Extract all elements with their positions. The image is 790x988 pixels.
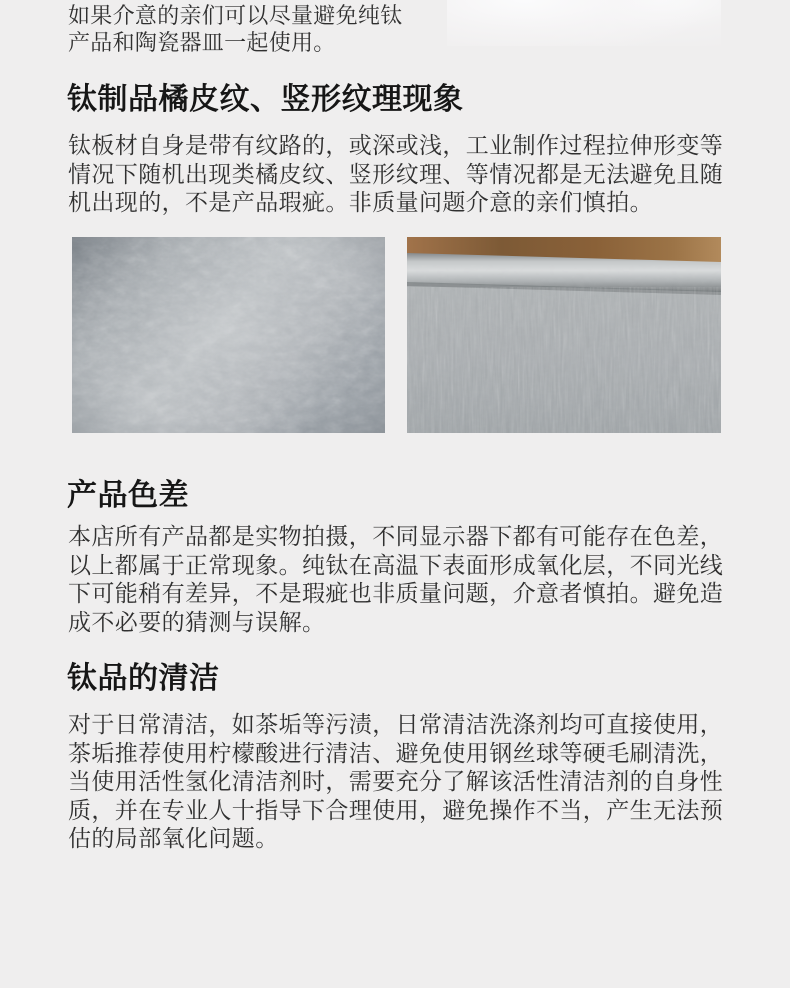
cleaning-description [68,711,730,854]
usage-note-paragraph [68,3,730,57]
texture-description [68,132,730,218]
section-title-texture: 钛制品橘皮纹、竖形纹理现象 [67,82,464,117]
vertical-grain-rim-photo [407,237,721,433]
text-line: 以上都属于正常现象。纯钛在高温下表面形成氧化层，不同光线 [68,552,724,579]
text-line: 质，并在专业人十指导下合理使用，避免操作不当，产生无法预 [68,797,724,824]
text-line: 产品和陶瓷器皿一起使用。 [68,31,336,56]
orange-peel-texture-image [72,237,385,433]
text-line: 估的局部氧化问题。 [68,826,279,852]
section-title-cleaning: 钛品的清洁 [67,661,220,696]
text-line: 钛板材自身是带有纹路的，或深或浅，工业制作过程拉伸形变等 [68,133,724,159]
text-line: 当使用活性氢化清洁剂时，需要充分了解该活性清洁剂的自身性 [68,769,724,795]
color-diff-description [68,523,730,637]
text-line: 下可能稍有差异，不是瑕疵也非质量问题，介意者慎拍。避免造 [68,581,724,607]
text-line: 如果介意的亲们可以尽量避免纯钛 [68,4,403,29]
text-line: 对于日常清洁，如茶垢等污渍，日常清洁洗涤剂均可直接使用， [68,712,724,738]
text-line: 成不必要的猜测与误解。 [68,609,326,636]
text-line: 情况下随机出现类橘皮纹、竖形纹理、等情况都是无法避免且随 [68,161,724,188]
text-line: 茶垢推荐使用柠檬酸进行清洁、避免使用钢丝球等硬毛刷清洗， [68,740,724,767]
section-title-color-diff: 产品色差 [67,478,189,513]
text-line: 本店所有产品都是实物拍摄，不同显示器下都有可能存在色差， [68,524,724,550]
text-line: 机出现的，不是产品瑕疵。非质量问题介意的亲们慎拍。 [68,190,653,216]
orange-peel-texture-photo [72,237,385,433]
vertical-grain-rim-image [407,237,721,433]
texture-photos-row [72,237,721,433]
